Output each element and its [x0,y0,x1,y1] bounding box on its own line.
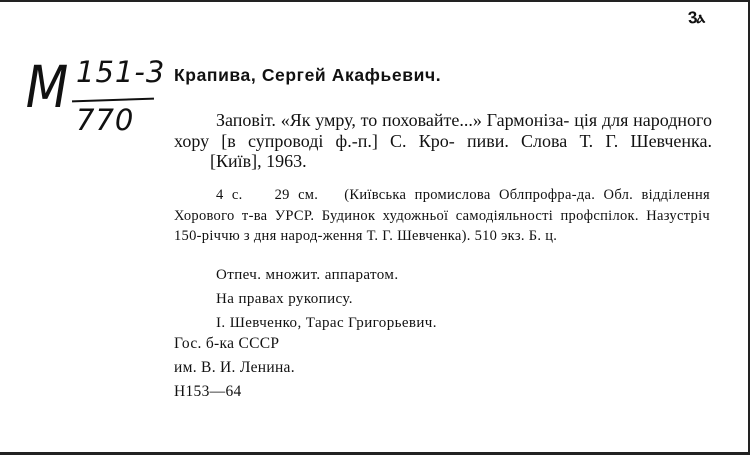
dimensions: 29 см. [274,187,319,203]
corner-mark: 3ⲁ [687,7,705,28]
title-line-1: Заповіт. «Як умру, то поховайте...» Гармоніза- [216,110,570,130]
publication-place-year: [Київ], 1963. [210,151,307,171]
title-line-2: ція для народного хору [в супроводі ф.-п.] С. Кро- [174,110,712,151]
shelfmark-number-top: 151-3 [76,55,166,89]
title-line-3a: пиви. Слова Т. Г. Шевченка. [466,130,713,151]
shelfmark-number-bottom: 770 [76,103,135,137]
title-statement [174,110,712,172]
shelfmark-letter: M [25,53,69,121]
card-code: Н153—64 [174,383,242,400]
series-note: (Київська промислова Облпрофра-да. Обл. відділення Хорового т-ва УРСР. Будинок художньої самодіяльності профспілок. Назустріч 150-річчю з дня народ-ження Т. Г. Шевченка). 510 экз. Б. ц. [174,187,711,244]
printing-note: Отпеч. множит. аппаратом. [216,267,399,283]
rights-note: На правах рукопису. [216,291,353,307]
author-heading: Крапива, Сергей Акафьевич. [174,65,442,85]
added-entry: I. Шевченко, Тарас Григорьевич. [216,315,437,331]
library-dedication: им. В. И. Ленина. [174,359,295,376]
library-name: Гос. б-ка СССР [174,335,280,352]
shelfmark-divider [72,98,154,103]
physical-description [174,185,710,247]
page-count: 4 с. [216,187,243,203]
